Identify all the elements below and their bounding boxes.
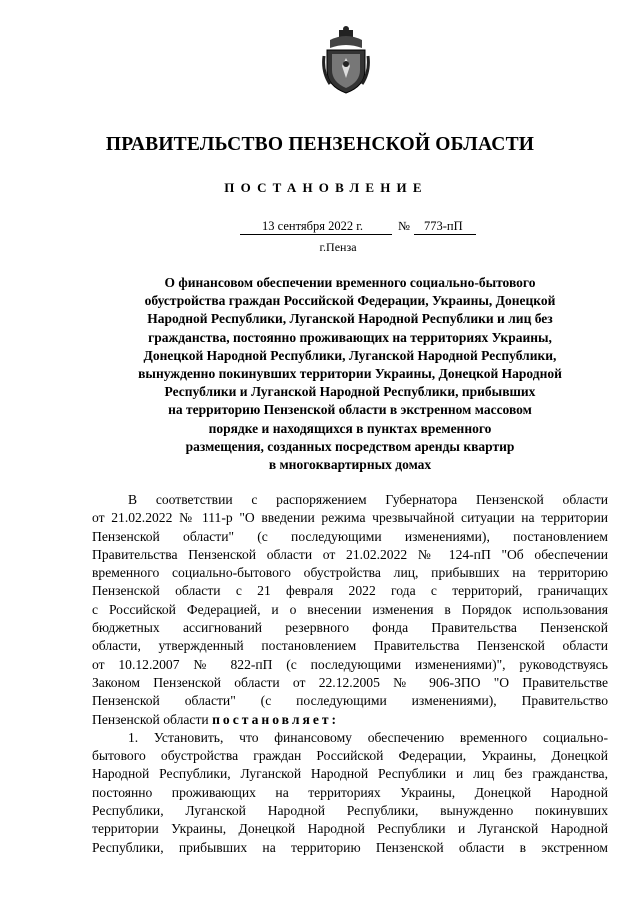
item-line: Республики, прибывших на территорию Пензенской области в экстренном: [92, 839, 608, 855]
item-line: Республики, Луганской Народной Республики, вынужденно покинувших: [92, 803, 608, 819]
subject-line: Республики и Луганской Народной Республики, прибывших: [164, 384, 536, 400]
body-line: от 10.12.2007 № 822-пП (с последующими изменениями)", руководствуясь: [92, 656, 608, 672]
body-line: бюджетных ассигнований резервного фонда Правительства Пензенской: [92, 620, 608, 636]
subject-line: в многоквартирных домах: [268, 457, 432, 473]
body-line: Пензенской области" (с последующими изменениями), постановлением: [92, 528, 608, 544]
coat-of-arms-emblem: [322, 26, 370, 96]
body-line-text: Пензенской области: [92, 711, 209, 727]
body-line: Законом Пензенской области от 22.12.2005 № 906-ЗПО "О Правительстве: [92, 674, 608, 690]
body-line: временного социально-бытового обустройства лиц, прибывших на территорию: [92, 565, 608, 581]
item-line: 1. Установить, что финансовому обеспечению временного социально-: [128, 729, 608, 745]
body-line: Правительства Пензенской области от 21.02.2022 № 124-пП "Об обеспечении: [92, 546, 608, 562]
subject-line: обустройства граждан Российской Федерации, Украины, Донецкой: [144, 293, 556, 309]
document-type: ПОСТАНОВЛЕНИЕ: [224, 180, 428, 195]
item-line: постоянно проживающих на территориях Украины, Донецкой Народной: [92, 784, 608, 800]
subject-line: Донецкой Народной Республики, Луганской Народной Республики,: [143, 347, 557, 363]
date-number-line: [0, 217, 640, 237]
body-line: с Российской Федерацией, и о внесении изменения в Порядок использования: [92, 601, 608, 617]
document-body: [92, 491, 608, 857]
body-line: от 21.02.2022 № 111-р "О введении режима чрезвычайной ситуации на территории: [92, 510, 608, 526]
document-number: 773-пП: [424, 219, 463, 233]
item-line: Народной Республики, Луганской Народной Республики и лиц без гражданства,: [92, 766, 608, 782]
document-date: 13 сентября 2022 г.: [262, 219, 364, 233]
subject-line: Народной Республики, Луганской Народной Республики и лиц без: [147, 311, 553, 327]
subject-line: гражданства, постоянно проживающих на территориях Украины,: [148, 329, 552, 345]
body-line: Пензенской области" (с последующими изменениями), Правительство: [92, 693, 608, 709]
subject-line: вынужденно покинувших территории Украины, Донецкой Народной: [138, 366, 562, 382]
subject-line: на территорию Пензенской области в экстренном массовом: [168, 402, 532, 418]
body-line: области, утвержденный постановлением Правительства Пензенской области: [92, 638, 608, 654]
number-underline: [414, 234, 476, 235]
item-line: бытового обустройства граждан Российской Федерации, Украины, Донецкой: [92, 748, 608, 764]
subject-line: размещения, созданных посредством аренды квартир: [185, 438, 515, 454]
body-line: Пензенской области с 21 февраля 2022 года с территорий, граничащих: [92, 583, 608, 599]
document-subject: [100, 274, 600, 474]
body-line-resolves: [92, 711, 608, 729]
number-sign: №: [398, 219, 410, 233]
date-underline: [240, 234, 392, 235]
subject-line: О финансовом обеспечении временного социально-бытового: [164, 275, 536, 290]
item-line: территории Украины, Донецкой Народной Республики и Луганской Народной: [92, 821, 608, 837]
body-line: В соответствии с распоряжением Губернатора Пензенской области: [128, 492, 608, 507]
document-city: г.Пенза: [319, 240, 357, 254]
government-title: ПРАВИТЕЛЬСТВО ПЕНЗЕНСКОЙ ОБЛАСТИ: [105, 134, 535, 155]
resolves-word: постановляет:: [212, 711, 340, 727]
subject-line: порядке и находящихся в пунктах временного: [208, 420, 492, 436]
